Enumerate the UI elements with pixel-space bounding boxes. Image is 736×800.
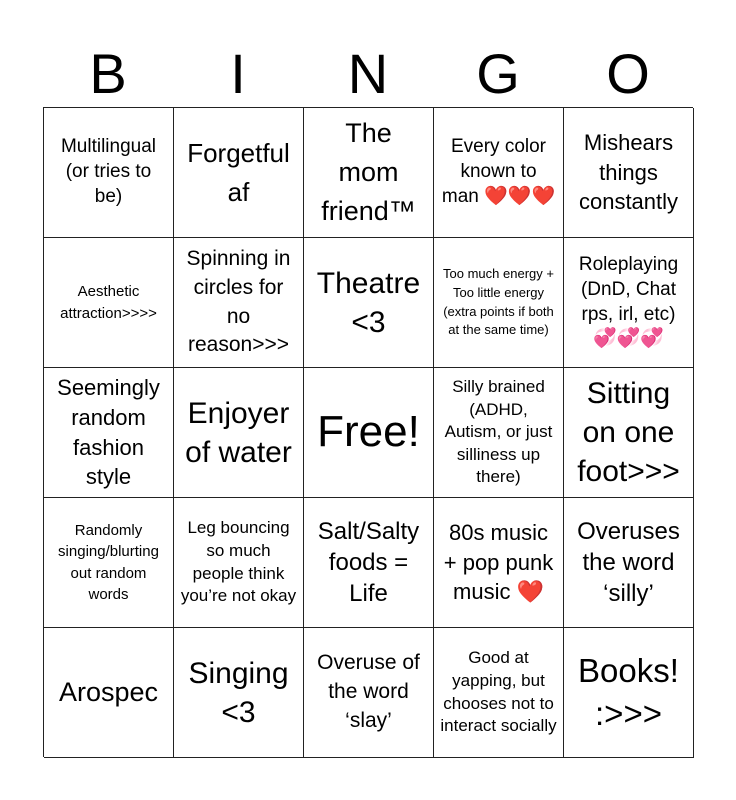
header-letter-b: B: [89, 42, 127, 105]
free-space-cell[interactable]: [304, 368, 434, 498]
cell-text: Too much energy + Too little energy (extra points if both at the same time): [443, 265, 554, 338]
cell-text: Sitting on one foot>>>: [577, 377, 680, 488]
cell-text: Theatre <3: [316, 266, 421, 339]
bingo-cell[interactable]: [564, 628, 694, 758]
bingo-cell[interactable]: [174, 498, 304, 628]
cell-text: Overuse of the word ‘slay’: [317, 651, 420, 732]
cell-text: Enjoyer of water: [185, 396, 292, 469]
bingo-cell[interactable]: [434, 108, 564, 238]
cell-text: Seemingly random fashion style: [57, 375, 160, 490]
header-letter-i: I: [230, 42, 246, 105]
cell-text: Randomly singing/blurting out random words: [58, 521, 159, 603]
bingo-cell[interactable]: [174, 628, 304, 758]
bingo-cell[interactable]: [434, 238, 564, 368]
bingo-cell[interactable]: [434, 498, 564, 628]
bingo-cell[interactable]: [564, 108, 694, 238]
cell-text: Good at yapping, but chooses not to interact socially: [440, 648, 557, 736]
bingo-cell[interactable]: [564, 238, 694, 368]
bingo-board: [43, 107, 693, 757]
bingo-cell[interactable]: [44, 368, 174, 498]
bingo-cell[interactable]: [564, 498, 694, 628]
cell-text: 80s music + pop punk music ❤️: [443, 519, 554, 605]
header-letter-o: O: [606, 42, 650, 105]
bingo-cell[interactable]: [44, 238, 174, 368]
cell-text: Overuses the word ‘silly’: [577, 517, 680, 608]
bingo-cell[interactable]: [564, 368, 694, 498]
cell-text: Aesthetic attraction>>>>: [60, 283, 157, 322]
bingo-cell[interactable]: [304, 498, 434, 628]
cell-text: Salt/Salty foods = Life: [317, 517, 420, 608]
bingo-cell[interactable]: [434, 628, 564, 758]
bingo-cell[interactable]: [304, 238, 434, 368]
bingo-header: [43, 40, 693, 108]
bingo-cell[interactable]: [304, 108, 434, 238]
cell-text: Books! :>>>: [578, 651, 679, 732]
cell-text: Spinning in circles for no reason>>>: [186, 246, 291, 357]
header-letter-g: G: [476, 42, 520, 105]
cell-text: Singing <3: [188, 656, 289, 729]
bingo-cell[interactable]: [44, 108, 174, 238]
cell-text: Leg bouncing so much people think you’re not okay: [180, 518, 297, 606]
cell-text: Mishears things constantly: [578, 129, 679, 215]
cell-text: Roleplaying (DnD, Chat rps, irl, etc) 💞💞💞: [578, 254, 679, 350]
bingo-cell[interactable]: [174, 108, 304, 238]
bingo-cell[interactable]: [174, 368, 304, 498]
cell-text: Every color known to man ❤️❤️❤️: [441, 136, 556, 207]
bingo-cell[interactable]: [44, 498, 174, 628]
bingo-cell[interactable]: [434, 368, 564, 498]
cell-text: Forgetful af: [187, 137, 290, 207]
bingo-cell[interactable]: [304, 628, 434, 758]
cell-text: Free!: [317, 407, 420, 457]
cell-text: Multilingual (or tries to be): [60, 136, 157, 207]
cell-text: Silly brained (ADHD, Autism, or just silliness up there): [444, 376, 553, 487]
cell-text: The mom friend™: [321, 117, 416, 227]
bingo-cell[interactable]: [44, 628, 174, 758]
cell-text: Arospec: [58, 676, 159, 707]
header-letter-n: N: [347, 42, 389, 105]
bingo-cell[interactable]: [174, 238, 304, 368]
